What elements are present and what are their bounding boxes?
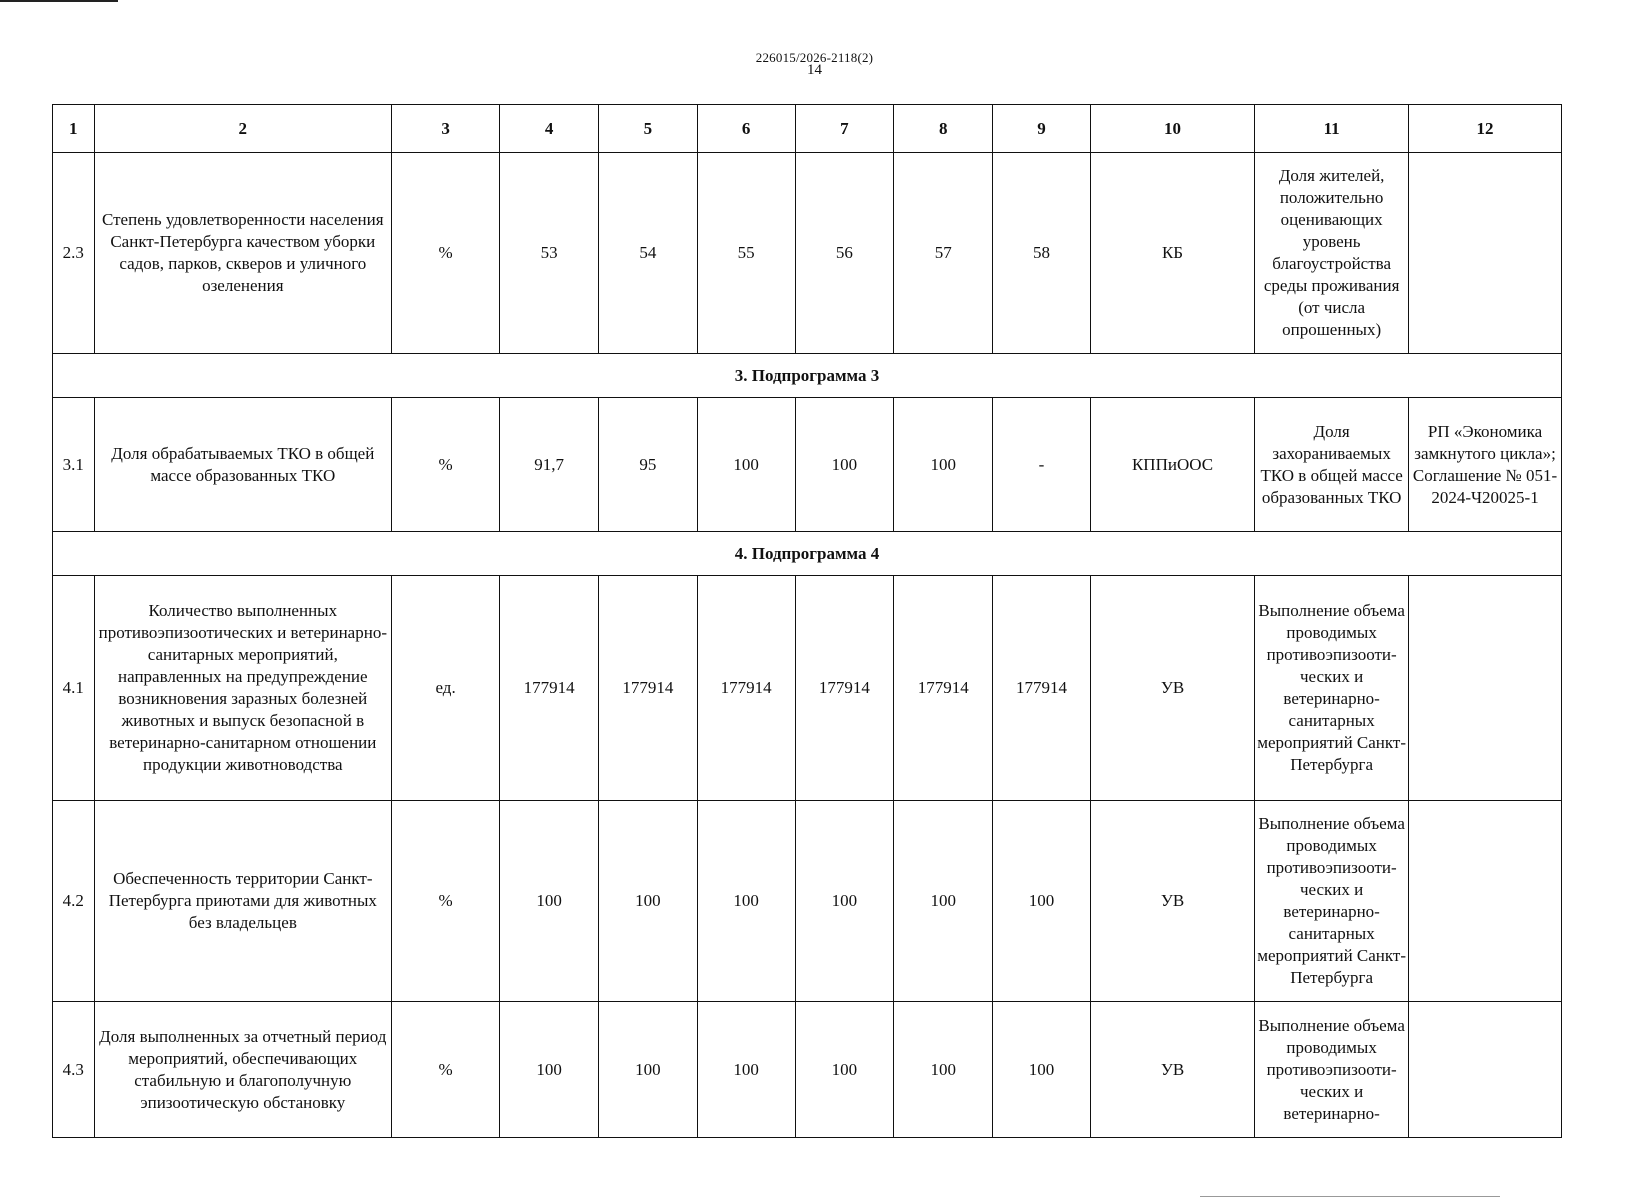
indicators-table (52, 104, 1562, 1138)
value-cell: 56 (795, 153, 894, 354)
value-cell: 177914 (697, 576, 795, 801)
indicator-name: Обеспеченность территории Санкт-Петербурга приютами для животных без владельцев (94, 801, 391, 1002)
indicator-note: Выполнение объема проводимых противоэпизооти-ческих и ветеринарно-санитарных мероприятий Санкт-Петербурга (1255, 801, 1409, 1002)
indicator-name: Степень удовлетворенности населения Санкт-Петербурга качеством уборки садов, парков, скверов и уличного озеленения (94, 153, 391, 354)
unit: % (392, 1002, 500, 1138)
column-header: 11 (1255, 105, 1409, 153)
section-title: 4. Подпрограмма 4 (53, 532, 1562, 576)
table-row (53, 398, 1562, 532)
value-cell: 177914 (993, 576, 1091, 801)
row-number: 4.3 (53, 1002, 95, 1138)
value-cell: 177914 (894, 576, 993, 801)
value-cell: 100 (795, 1002, 894, 1138)
value-cell: 55 (697, 153, 795, 354)
value-cell: 54 (598, 153, 697, 354)
value-cell: 100 (993, 801, 1091, 1002)
indicator-name: Количество выполненных противоэпизоотических и ветеринарно-санитарных мероприятий, направленных на предупреждение возникновения заразных болезней животных и выпуск безопасной в ветеринарно-санитарном отношении продукции животноводства (94, 576, 391, 801)
value-cell: 100 (598, 1002, 697, 1138)
value-cell: 100 (795, 398, 894, 532)
value-cell: 53 (500, 153, 599, 354)
table-row (53, 1002, 1562, 1138)
column-header: 6 (697, 105, 795, 153)
section-title: 3. Подпрограмма 3 (53, 354, 1562, 398)
document-stamp: 226015/2026-2118(2) (755, 50, 874, 65)
unit: % (392, 153, 500, 354)
table-row (53, 801, 1562, 1002)
table-row (53, 153, 1562, 354)
responsible: КППиООС (1090, 398, 1254, 532)
extra-cell (1409, 153, 1562, 354)
column-header: 12 (1409, 105, 1562, 153)
column-header: 5 (598, 105, 697, 153)
table-row (53, 576, 1562, 801)
indicator-note: Доля захораниваемых ТКО в общей массе образованных ТКО (1255, 398, 1409, 532)
extra-cell (1409, 1002, 1562, 1138)
indicator-name: Доля выполненных за отчетный период мероприятий, обеспечивающих стабильную и благополучную эпизоотическую обстановку (94, 1002, 391, 1138)
scan-edge-line (0, 0, 118, 2)
value-cell: 58 (993, 153, 1091, 354)
section-row (53, 354, 1562, 398)
value-cell: 95 (598, 398, 697, 532)
unit: % (392, 801, 500, 1002)
column-header: 3 (392, 105, 500, 153)
column-header: 8 (894, 105, 993, 153)
indicator-note: Доля жителей, положительно оценивающих уровень благоустройства среды проживания (от числа опрошенных) (1255, 153, 1409, 354)
responsible: КБ (1090, 153, 1254, 354)
value-cell: 100 (795, 801, 894, 1002)
value-cell: - (993, 398, 1091, 532)
responsible: УВ (1090, 801, 1254, 1002)
page-number: 14 (807, 62, 822, 78)
value-cell: 177914 (795, 576, 894, 801)
value-cell: 57 (894, 153, 993, 354)
column-header: 7 (795, 105, 894, 153)
column-header: 10 (1090, 105, 1254, 153)
value-cell: 100 (993, 1002, 1091, 1138)
indicator-name: Доля обрабатываемых ТКО в общей массе образованных ТКО (94, 398, 391, 532)
row-number: 4.2 (53, 801, 95, 1002)
indicator-note: Выполнение объема проводимых противоэпизооти-ческих и ветеринарно-санитарных мероприятий Санкт-Петербурга (1255, 576, 1409, 801)
value-cell: 100 (894, 801, 993, 1002)
extra-cell (1409, 801, 1562, 1002)
extra-cell (1409, 576, 1562, 801)
value-cell: 100 (894, 1002, 993, 1138)
value-cell: 100 (697, 398, 795, 532)
section-row (53, 532, 1562, 576)
value-cell: 100 (697, 1002, 795, 1138)
scan-bottom-line (1200, 1196, 1500, 1197)
column-header: 1 (53, 105, 95, 153)
responsible: УВ (1090, 576, 1254, 801)
value-cell: 100 (697, 801, 795, 1002)
value-cell: 100 (500, 1002, 599, 1138)
indicator-note: Выполнение объема проводимых противоэпизооти-ческих и ветеринарно- (1255, 1002, 1409, 1138)
value-cell: 177914 (500, 576, 599, 801)
extra-cell: РП «Экономика замкнутого цикла»; Соглашение № 051-2024-Ч20025-1 (1409, 398, 1562, 532)
row-number: 2.3 (53, 153, 95, 354)
value-cell: 100 (894, 398, 993, 532)
column-header-row (53, 105, 1562, 153)
unit: % (392, 398, 500, 532)
value-cell: 100 (598, 801, 697, 1002)
row-number: 3.1 (53, 398, 95, 532)
responsible: УВ (1090, 1002, 1254, 1138)
column-header: 2 (94, 105, 391, 153)
row-number: 4.1 (53, 576, 95, 801)
value-cell: 100 (500, 801, 599, 1002)
value-cell: 177914 (598, 576, 697, 801)
unit: ед. (392, 576, 500, 801)
column-header: 4 (500, 105, 599, 153)
value-cell: 91,7 (500, 398, 599, 532)
column-header: 9 (993, 105, 1091, 153)
